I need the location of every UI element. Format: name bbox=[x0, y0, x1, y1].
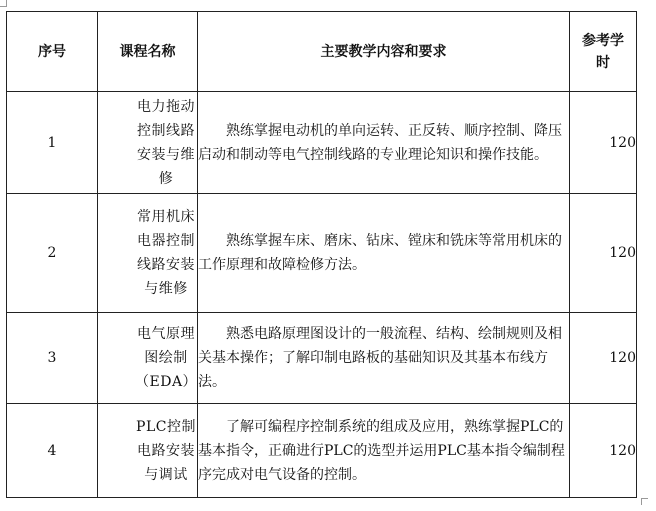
course-hours: 120 bbox=[570, 194, 637, 313]
corner-mark-bottom-right bbox=[641, 498, 648, 505]
course-content: 熟悉电路原理图设计的一般流程、结构、绘制规则及相关基本操作；了解印制电路板的基础知识及其基本布线方法。 bbox=[198, 313, 570, 404]
course-hours: 120 bbox=[570, 313, 637, 404]
header-course-name: 课程名称 bbox=[98, 12, 198, 92]
header-number: 序号 bbox=[7, 12, 98, 92]
course-hours: 120 bbox=[570, 404, 637, 498]
table-row bbox=[7, 404, 637, 498]
course-content: 熟练掌握电动机的单向运转、正反转、顺序控制、降压启动和制动等电气控制线路的专业理论知识和操作技能。 bbox=[198, 92, 570, 194]
row-number: 4 bbox=[7, 404, 98, 498]
header-hours: 参考学时 bbox=[570, 12, 637, 92]
row-number: 1 bbox=[7, 92, 98, 194]
table-row bbox=[7, 194, 637, 313]
row-number: 2 bbox=[7, 194, 98, 313]
course-content: 了解可编程序控制系统的组成及应用，熟练掌握PLC的基本指令，正确进行PLC的选型并运用PLC基本指令编制程序完成对电气设备的控制。 bbox=[198, 404, 570, 498]
course-name: 电气原理图绘制（EDA） bbox=[98, 313, 198, 404]
course-table bbox=[6, 11, 637, 498]
table-row bbox=[7, 92, 637, 194]
header-content: 主要教学内容和要求 bbox=[198, 12, 570, 92]
course-hours: 120 bbox=[570, 92, 637, 194]
table-row bbox=[7, 313, 637, 404]
course-name: 电力拖动控制线路安装与维修 bbox=[98, 92, 198, 194]
course-name: PLC控制电路安装与调试 bbox=[98, 404, 198, 498]
course-name: 常用机床电器控制线路安装与维修 bbox=[98, 194, 198, 313]
corner-mark-top-left bbox=[0, 0, 7, 7]
row-number: 3 bbox=[7, 313, 98, 404]
table-header-row bbox=[7, 12, 637, 92]
course-content: 熟练掌握车床、磨床、钻床、镗床和铣床等常用机床的工作原理和故障检修方法。 bbox=[198, 194, 570, 313]
